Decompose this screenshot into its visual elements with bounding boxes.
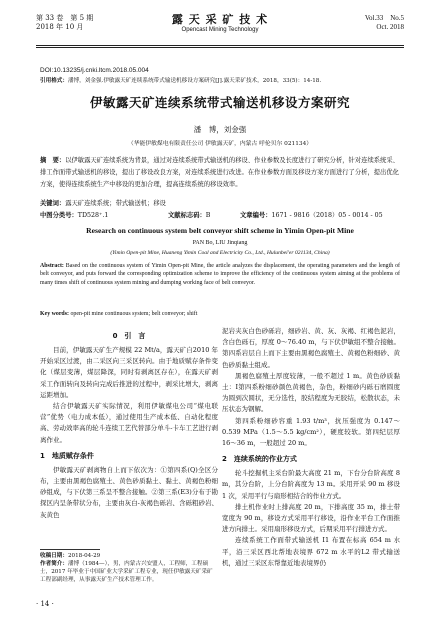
- keywords-cn: [40, 198, 400, 207]
- article-id: [240, 210, 383, 219]
- header-volume-issue-cn: 第 33 卷 第 5 期: [36, 14, 94, 22]
- received-label: 收稿日期：: [40, 553, 68, 559]
- author-bio: [40, 560, 218, 584]
- authors-cn: 潘 博，刘金强: [193, 125, 247, 134]
- abstract-label-cn: 摘 要：: [40, 157, 66, 164]
- abstract-cn: [40, 155, 400, 191]
- journal-title-cn: 露 天 采 矿 技 术: [171, 13, 269, 26]
- body-paragraph: 目前，伊敏露天矿生产规模 22 Mt/a，露天矿自2010 年开始采区过渡，由二采区向三采区转向。由于地质赋存条件变化（煤层变薄，煤层降深，同时有剥离区存在），在露天矿剥采工作面转向及转向完成后推进的过程中，剥采比增大，剥离运距增加。: [40, 346, 218, 399]
- abstract-label-en: Abstract:: [40, 263, 64, 269]
- abstract-text-en: Based on the continuous system of Yimin Open-pit Mine, the article analyzes the displacement, the operating parameters and the length of belt conveyor, and puts forward the corresponding optimization scheme to improve the efficiency of the continuous system aiming at the problems of many times shift of continuous system mining and dumping working face of belt conveyor.: [40, 263, 400, 286]
- affiliation-en: (Yimin Open-pit Mine, Huaneng Yimin Coal and Electricity Co., Ltd., Hulunbei'er 021134, China): [110, 250, 330, 256]
- author-bio-text: 潘博（1984—），男，内蒙古兴安盟人，工程师，工程硕士，2017 年毕业于中国矿业大学采矿工程专业，现任伊敏露天矿采矿工程部副经理，从事露天矿生产技术管理工作。: [40, 561, 213, 583]
- body-paragraph: 轮斗挖掘机主采台阶最大高度 21 m，下台分台阶高度 8 m，其分台阶，上分台阶高度为 13 m。采用开采 90 m 移设 1 次，采用平行与扇形相结合的作业方式。: [222, 469, 400, 500]
- body-paragraph: 第四系粉细砂容重 1.93 t/m³，抗压强度为 0.147～0.539 MPa（1.5～5.5 kg/cm²），硬度较软。第四纪层厚 16～36 m，一般超过 20 m。: [222, 416, 400, 448]
- journal-title-en: Opencast Mining Technology: [181, 27, 259, 33]
- keywords-label-cn: 关键词：: [40, 200, 66, 207]
- clc-number: [40, 210, 108, 219]
- body-paragraph: 伊敏露天矿剥离物自上而下依次为：①第四系(Q)全区分布，主要由黑褐色腐殖土、黄色砂质黏土、黏土、黄褐色粉细砂组成，与下伏第三系呈不整合接触。②第三系(E3)分布于勘探区内呈条带状分布，主要由灰白-灰褐色砾岩、含砾粗砂岩、灰黄色: [40, 465, 218, 519]
- article-title-en: Research on continuous system belt conveyor shift scheme in Yimin Open-pit Mine: [86, 226, 354, 235]
- header-rule-bottom: [36, 47, 404, 48]
- body-paragraph: 黑褐色腐殖土厚度较薄，一般不超过 1 m。黄色砂质黏土：Ⅰ第四系粉细砂颜色黄褐色，杂色，粉细砂内砾石磨圆度为圆到次圆状，无分选性，胶结程度为无胶结，松散状态，未压状态为钢解。: [222, 371, 400, 414]
- footnote: [40, 552, 218, 584]
- keywords-text-cn: 露天矿连续系统；带式输送机；移设: [65, 200, 166, 207]
- doc-label: 文献标志码：: [168, 212, 206, 219]
- section-heading-introduction: 0 引 言: [112, 332, 146, 340]
- received-value: 2018-04-29: [67, 553, 101, 559]
- header-volume-issue-en: Vol.33 No.5: [364, 14, 404, 22]
- article-id-label: 文章编号：: [240, 212, 272, 219]
- affiliation-cn: （华能伊敏煤电有限责任公司 伊敏露天矿，内蒙古 呼伦贝尔 021134）: [127, 141, 313, 147]
- header-rule-top: [36, 45, 404, 46]
- received-date: [40, 552, 218, 560]
- doc-value: B: [205, 212, 211, 219]
- body-paragraph: 排土机作业时上排高度 20 m，下排高度 35 m，排土带宽度为 90 m，移设方式采用平行移设，沿作业平台工作面推进方向排土。采用扇形移设方式，后期采用平行排进方式。: [222, 502, 400, 534]
- keywords-label-en: Key words:: [40, 311, 69, 317]
- keywords-en: [40, 311, 400, 317]
- header-volume-en: [365, 14, 404, 32]
- document-code: [168, 210, 210, 219]
- header-journal: [36, 14, 404, 34]
- body-column-left: [40, 326, 218, 521]
- abstract-en: [40, 262, 400, 287]
- body-paragraph: 结合伊敏露天矿实际情况，利用伊敏煤电公司“煤电联营”优势（电力成本低），通过使用生产成本低、自动化程度高、劳动效率高的轮斗连续工艺代替部分单斗-卡车工艺进行剥离作业。: [40, 402, 218, 444]
- doi-line: DOI:10.13235/j.cnki.ltcm.2018.05.004: [40, 67, 149, 74]
- clc-label: 中图分类号：: [40, 212, 78, 219]
- body-paragraph: 连续系统工作面带式输送机 I1 布置在标高 654 m 水平，沿三采区西北帮地表境界 672 m 水平的L2 带式输送机，通过三采区东帮靠近地表境界仍: [222, 536, 400, 567]
- section-heading-operation: 2 连续系统的作业方式: [222, 455, 297, 464]
- author-bio-label: 作者简介：: [40, 561, 68, 567]
- body-paragraph: 泥岩夹灰白色砂砾岩，细砂岩、黄、灰、灰褐、红褐色泥岩，含白色砾石，厚度 0～76.40 m，与下伏伊敏组不整合接触。第四系岩层自上而下主要由黑褐色腐殖土、黄褐色粉细砂、黄色砂质黏土组成。: [222, 327, 400, 369]
- page-number: · 14 ·: [36, 600, 54, 608]
- citation-format: [40, 76, 404, 84]
- citation-text: 潘博，刘金强.伊敏露天矿连续系统带式输送机移设方案研究[J].露天采矿技术，2018，33(5)：14-18.: [67, 78, 322, 84]
- header-date-en: Oct. 2018: [376, 23, 404, 31]
- clc-value: TD528⁺.1: [77, 212, 109, 219]
- section-heading-geology: 1 地质赋存条件: [40, 451, 94, 460]
- body-column-right: [222, 326, 400, 569]
- authors-en: PAN Bo, LIU Jinqiang: [192, 240, 248, 246]
- abstract-text-cn: 以伊敏露天矿连续系统为背景，通过对连续系统带式输送机的移设、作业参数及长度进行了研究分析，针对连续系统采、排工作面带式输送机的移设，提出了移设改良方案，对连续系统进行改进。在作业参数方面及移设方案方面进行了分析，提出优化方案，使得连续系统生产中移设的更加合理，提高连续系统的移设效率。: [40, 157, 399, 188]
- article-title-cn: 伊敏露天矿连续系统带式输送机移设方案研究: [89, 95, 350, 110]
- article-id-value: 1671 - 9816（2018）05 - 0014 - 05: [271, 212, 383, 219]
- running-header: [36, 14, 404, 44]
- header-date-cn: 2018 年 10 月: [36, 23, 84, 31]
- footnote-rule: [40, 549, 100, 550]
- keywords-text-en: open-pit mine continuous system; belt conveyor; shift: [70, 311, 198, 317]
- citation-label: 引用格式：: [40, 78, 68, 84]
